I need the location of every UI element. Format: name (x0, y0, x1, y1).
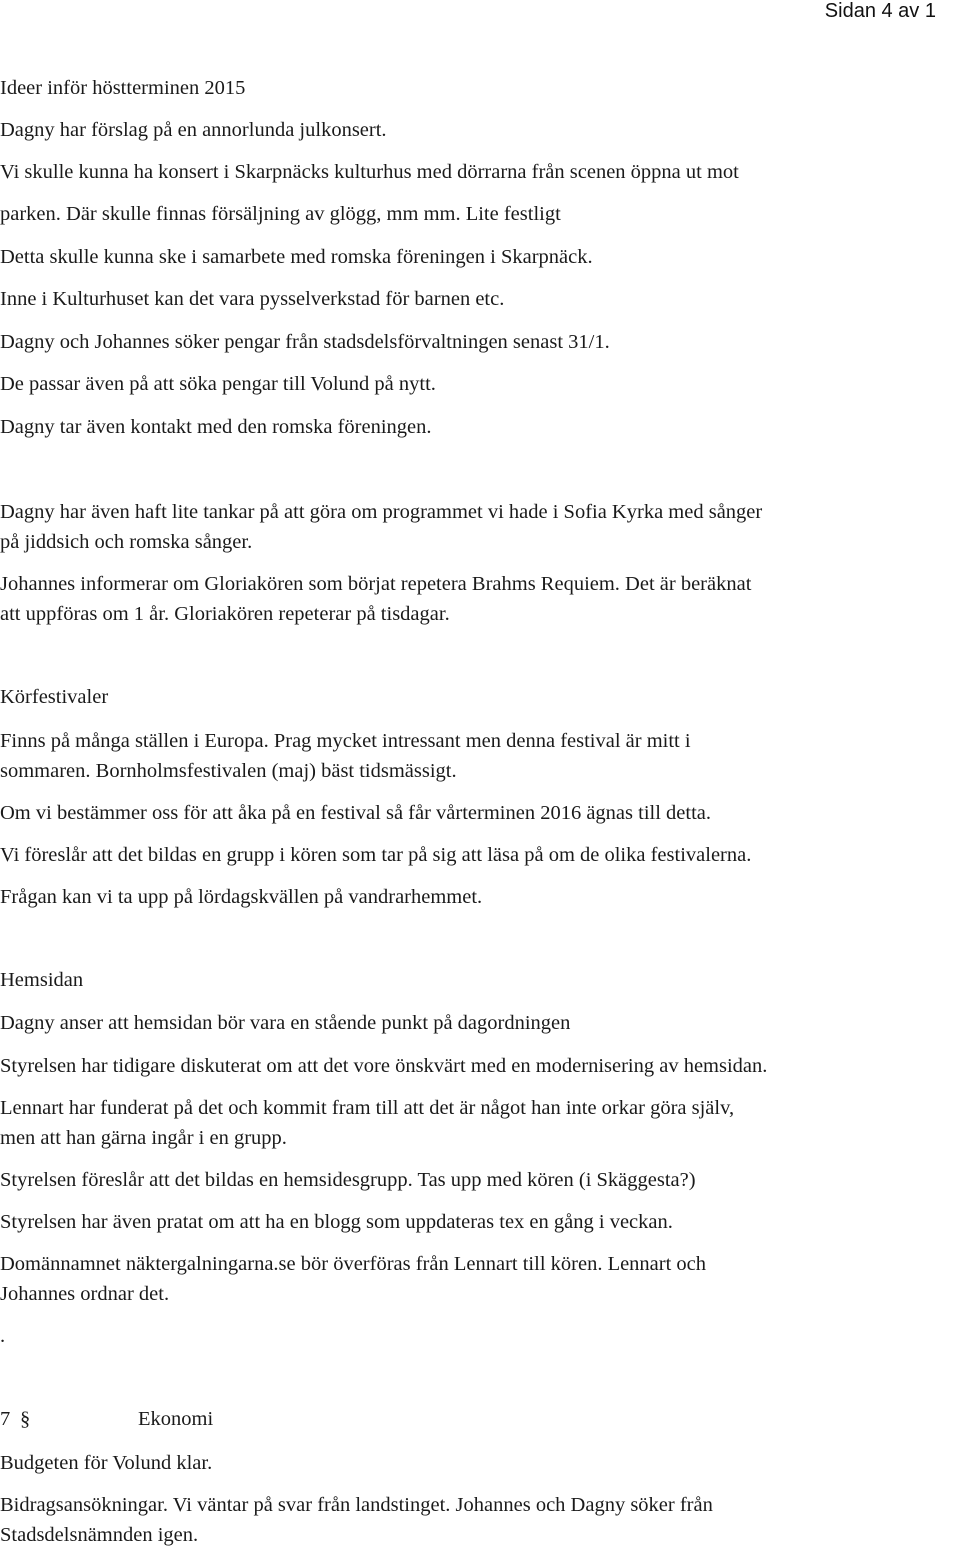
text-line: Bidragsansökningar. Vi väntar på svar från landstinget. Johannes och Dagny söker från (0, 1494, 713, 1516)
text-line: Stadsdelsnämnden igen. (0, 1524, 199, 1546)
section-symbol: § (20, 1408, 31, 1430)
text-line: Frågan kan vi ta upp på lördagskvällen på vandrarhemmet. (0, 886, 483, 908)
text-line: Styrelsen föreslår att det bildas en hemsidesgrupp. Tas upp med kören (i Skäggesta?) (0, 1169, 696, 1191)
text-line: Styrelsen har även pratat om att ha en blogg som uppdateras tex en gång i veckan. (0, 1211, 673, 1233)
section-heading-ekonomi (0, 1405, 213, 1434)
text-line: Dagny och Johannes söker pengar från stadsdelsförvaltningen senast 31/1. (0, 331, 610, 353)
heading-hemsidan: Hemsidan (0, 969, 84, 991)
text-line: på jiddsich och romska sånger. (0, 531, 253, 553)
text-line: Dagny anser att hemsidan bör vara en stående punkt på dagordningen (0, 1012, 571, 1034)
text-line: men att han gärna ingår i en grupp. (0, 1127, 287, 1149)
text-line: Finns på många ställen i Europa. Prag mycket intressant men denna festival är mitt i (0, 730, 691, 752)
text-line: . (0, 1325, 6, 1347)
text-line: Dagny har förslag på en annorlunda julkonsert. (0, 119, 387, 141)
text-line: parken. Där skulle finnas försäljning av glögg, mm mm. Lite festligt (0, 203, 561, 225)
text-line: Domännamnet näktergalningarna.se bör överföras från Lennart till kören. Lennart och (0, 1253, 707, 1275)
text-line: sommaren. Bornholmsfestivalen (maj) bäst tidsmässigt. (0, 760, 457, 782)
text-line: Inne i Kulturhuset kan det vara pysselverkstad för barnen etc. (0, 288, 505, 310)
text-line: Om vi bestämmer oss för att åka på en festival så får vårterminen 2016 ägnas till detta. (0, 802, 712, 824)
text-line: Johannes ordnar det. (0, 1283, 170, 1305)
text-line: Dagny tar även kontakt med den romska föreningen. (0, 416, 432, 438)
text-line: De passar även på att söka pengar till Volund på nytt. (0, 373, 436, 395)
text-line: Vi föreslår att det bildas en grupp i kören som tar på sig att läsa på om de olika festivalerna. (0, 844, 752, 866)
page-number: Sidan 4 av 1 (824, 0, 936, 22)
text-line: Dagny har även haft lite tankar på att göra om programmet vi hade i Sofia Kyrka med sånger (0, 501, 763, 523)
heading-ideas: Ideer inför höstterminen 2015 (0, 77, 246, 99)
text-line: Johannes informerar om Gloriakören som börjat repetera Brahms Requiem. Det är beräknat (0, 573, 752, 595)
text-line: Budgeten för Volund klar. (0, 1452, 213, 1474)
text-line: Styrelsen har tidigare diskuterat om att det vore önskvärt med en modernisering av hemsidan. (0, 1055, 768, 1077)
text-line: Lennart har funderat på det och kommit fram till att det är något han inte orkar göra själv, (0, 1097, 735, 1119)
text-line: Vi skulle kunna ha konsert i Skarpnäcks kulturhus med dörrarna från scenen öppna ut mot (0, 161, 739, 183)
heading-korfestivaler: Körfestivaler (0, 686, 109, 708)
section-title: Ekonomi (138, 1408, 214, 1430)
text-line: att uppföras om 1 år. Gloriakören repeterar på tisdagar. (0, 603, 450, 625)
section-number: 7 (0, 1408, 11, 1430)
text-line: Detta skulle kunna ske i samarbete med romska föreningen i Skarpnäck. (0, 246, 593, 268)
